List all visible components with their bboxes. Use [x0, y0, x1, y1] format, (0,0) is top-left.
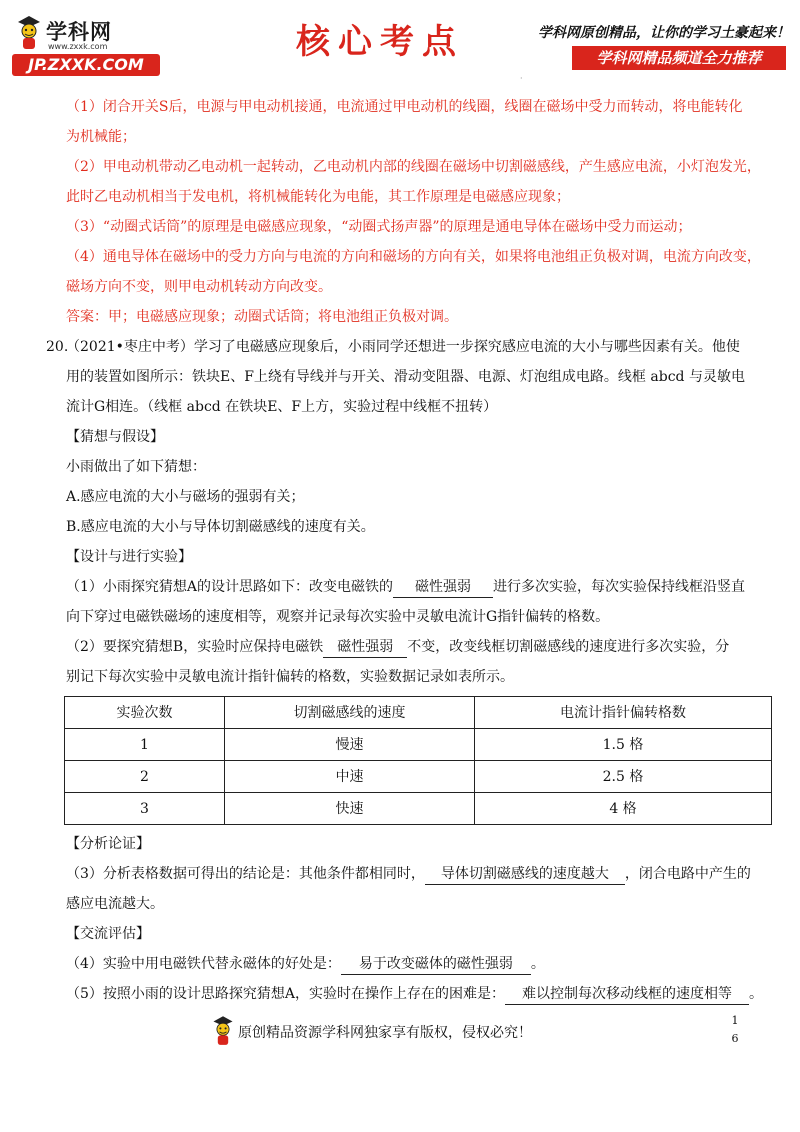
analysis-line: （4）通电导体在磁场中的受力方向与电流的方向和磁场的方向有关，如果将电池组正负极对调，电流方向改变，	[66, 249, 761, 265]
evaluation-4-pre: （4）实验中用电磁铁代替永磁体的好处是：	[66, 956, 341, 972]
section-analysis: 【分析论证】	[66, 836, 150, 852]
data-table	[64, 696, 772, 825]
analysis-3-line	[66, 859, 770, 889]
analysis-line: （3）“动圈式话筒”的原理是电磁感应现象，“动圈式扬声器”的原理是通电导体在磁场中受力而运动；	[66, 219, 692, 235]
analysis-line: （1）闭合开关S后，电源与甲电动机接通，电流通过甲电动机的线圈，线圈在磁场中受力而转动，将电能转化	[66, 99, 743, 115]
answer-line: 答案：甲；电磁感应现象；动圈式话筒；将电池组正负极对调。	[66, 309, 458, 325]
analysis-line: 磁场方向不变，则甲电动机转动方向改变。	[66, 279, 332, 295]
dot-mark: ·	[520, 74, 523, 83]
evaluation-5-line	[66, 979, 770, 1009]
section-evaluation: 【交流评估】	[66, 926, 150, 942]
design-1-pre: （1）小雨探究猜想A的设计思路如下：改变电磁铁的	[66, 579, 394, 595]
question-stem-line: 用的装置如图所示：铁块E、F上绕有导线并与开关、滑动变阻器、电源、灯泡组成电路。线框 abcd 与灵敏电	[66, 369, 745, 385]
analysis-line: 此时乙电动机相当于发电机，将机械能转化为电能，其工作原理是电磁感应现象；	[66, 189, 570, 205]
table-header: 切割磁感线的速度	[225, 697, 475, 729]
table-row	[65, 761, 772, 793]
header-slogan: 学科网原创精品，让你的学习土豪起来！	[538, 25, 790, 41]
design-1-post: 进行多次实验，每次实验保持线框沿竖直	[493, 579, 746, 595]
mascot-icon	[14, 14, 44, 52]
question-number: 20.	[46, 339, 69, 355]
logo-bar: JP.ZXXK.COM	[12, 54, 160, 76]
answer-blank: 磁性强弱	[393, 577, 493, 598]
table-cell: 慢速	[225, 729, 475, 761]
table-header: 电流计指针偏转格数	[475, 697, 772, 729]
page-number-top: 1	[731, 1014, 739, 1027]
design-1-line2: 向下穿过电磁铁磁场的速度相等，观察并记录每次实验中灵敏电流计G指针偏转的格数。	[66, 609, 610, 625]
table-cell: 4 格	[475, 793, 772, 825]
design-2-pre: （2）要探究猜想B，实验时应保持电磁铁	[66, 639, 324, 655]
analysis-block	[66, 92, 770, 302]
table-cell: 2	[65, 761, 225, 793]
design-2-line	[66, 632, 770, 662]
table-cell: 快速	[225, 793, 475, 825]
analysis-3-pre: （3）分析表格数据可得出的结论是：其他条件都相同时，	[66, 866, 425, 882]
page-number	[728, 1012, 742, 1048]
page-number-bottom: 6	[731, 1032, 739, 1045]
hypothesis-intro: 小雨做出了如下猜想：	[66, 459, 206, 475]
evaluation-4-line	[66, 949, 770, 979]
question-20	[46, 332, 770, 1009]
table-row	[65, 729, 772, 761]
evaluation-4-post: 。	[530, 956, 545, 972]
evaluation-5-pre: （5）按照小雨的设计思路探究猜想A，实验时在操作上存在的困难是：	[66, 986, 506, 1002]
answer-blank: 磁性强弱	[323, 637, 407, 658]
copyright-text: 原创精品资源学科网独家享有版权，侵权必究！	[238, 1025, 532, 1041]
table-cell: 1	[65, 729, 225, 761]
logo-url: www.zxxk.com	[48, 42, 108, 51]
page-content	[46, 92, 770, 1009]
hypothesis-b: B.感应电流的大小与导体切割磁感线的速度有关。	[66, 519, 375, 535]
table-cell: 中速	[225, 761, 475, 793]
analysis-3-post: ，闭合电路中产生的	[624, 866, 751, 882]
page-header	[0, 0, 800, 83]
answer-blank: 导体切割磁感线的速度越大	[425, 864, 625, 885]
question-stem-line: 流计G相连。（线框 abcd 在铁块E、F上方，实验过程中线框不扭转）	[66, 399, 498, 415]
evaluation-5-post: 。	[749, 986, 764, 1002]
table-row	[65, 793, 772, 825]
hypothesis-a: A.感应电流的大小与磁场的强弱有关；	[66, 489, 305, 505]
answer-blank: 易于改变磁体的磁性强弱	[341, 954, 531, 975]
answer-blank: 难以控制每次移动线框的速度相等	[505, 984, 749, 1005]
table-header-row	[65, 697, 772, 729]
analysis-line: （2）甲电动机带动乙电动机一起转动，乙电动机内部的线圈在磁场中切割磁感线，产生感应电流，小灯泡发光，	[66, 159, 761, 175]
page-footer	[0, 1012, 800, 1062]
header-slogan-bar: 学科网精品频道全力推荐	[572, 46, 786, 70]
analysis-line: 为机械能；	[66, 129, 136, 145]
mascot-icon	[210, 1014, 236, 1048]
design-2-line2: 别记下每次实验中灵敏电流计指针偏转的格数，实验数据记录如表所示。	[66, 669, 514, 685]
table-cell: 2.5 格	[475, 761, 772, 793]
page-title: 核心考点	[296, 22, 464, 62]
table-cell: 3	[65, 793, 225, 825]
analysis-3-line2: 感应电流越大。	[66, 896, 164, 912]
logo-text: 学科网	[46, 20, 112, 44]
question-stem-line: （2021•枣庄中考）学习了电磁感应现象后，小雨同学还想进一步探究感应电流的大小与哪些因素有关。他使	[66, 339, 740, 355]
table-cell: 1.5 格	[475, 729, 772, 761]
section-design: 【设计与进行实验】	[66, 549, 192, 565]
zxxk-logo	[12, 14, 162, 74]
section-hypothesis: 【猜想与假设】	[66, 429, 164, 445]
design-2-post: 不变，改变线框切割磁感线的速度进行多次实验，分	[407, 639, 730, 655]
design-1-line	[66, 572, 770, 602]
table-header: 实验次数	[65, 697, 225, 729]
